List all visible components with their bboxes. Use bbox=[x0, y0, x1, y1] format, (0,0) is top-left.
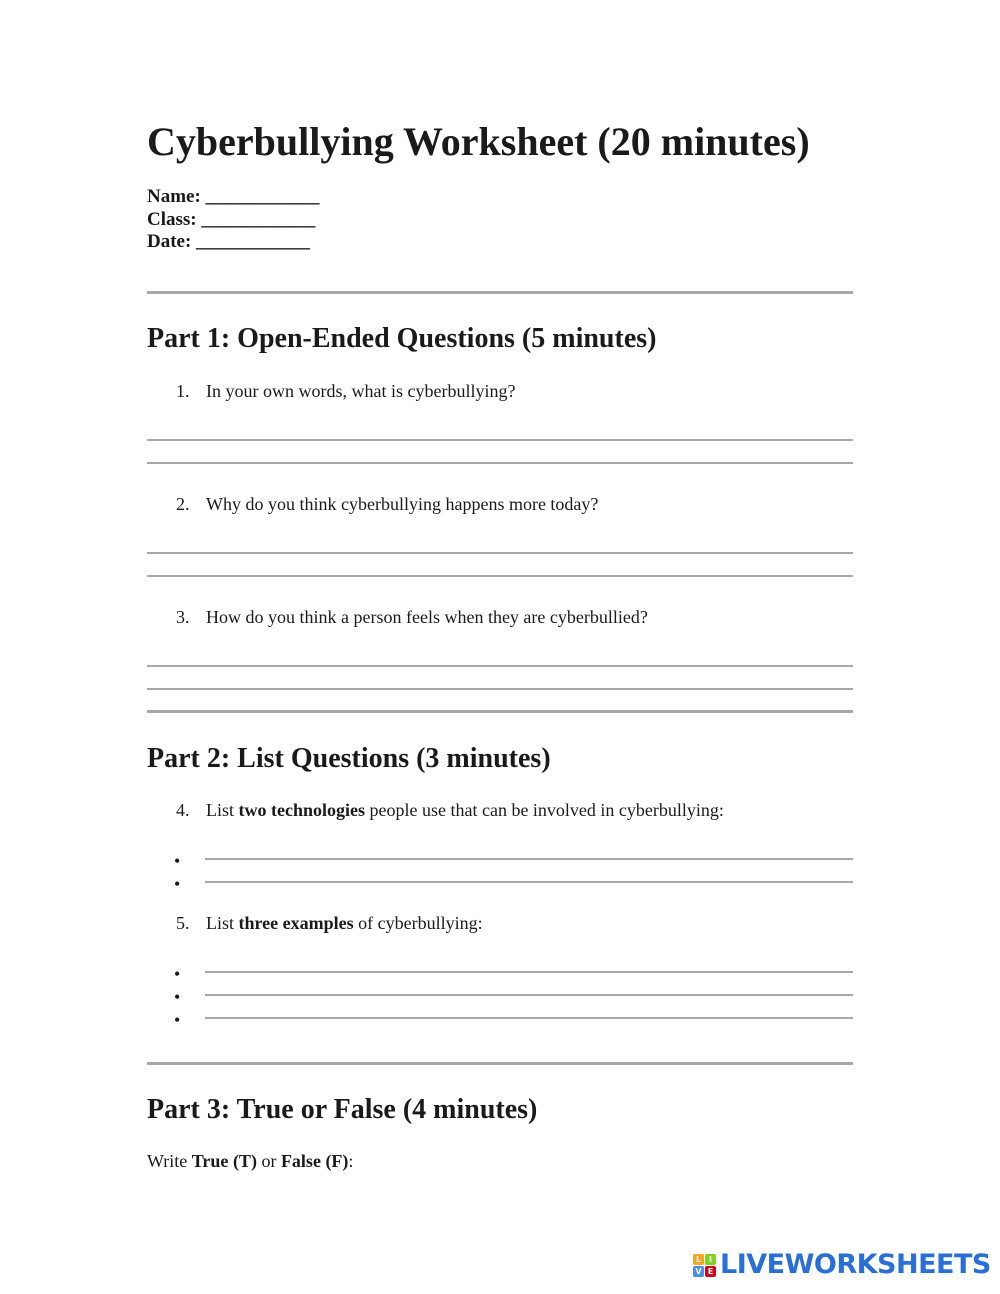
instr-true: True bbox=[191, 1151, 229, 1171]
divider bbox=[147, 710, 853, 713]
instr-f: (F) bbox=[320, 1151, 349, 1171]
question-number: 5. bbox=[176, 913, 190, 933]
answer-line[interactable] bbox=[205, 881, 853, 883]
question-number: 2. bbox=[176, 494, 190, 514]
logo-tile: L bbox=[693, 1254, 704, 1265]
question-number: 4. bbox=[176, 800, 190, 820]
logo-tile: E bbox=[705, 1266, 716, 1277]
instr-write: Write bbox=[147, 1151, 192, 1171]
question-number: 1. bbox=[176, 381, 190, 401]
date-field[interactable]: Date: ____________ bbox=[147, 231, 311, 252]
logo-tile: I bbox=[705, 1254, 716, 1265]
worksheet-title: Cyberbullying Worksheet (20 minutes) bbox=[147, 119, 810, 164]
bullet: • bbox=[174, 851, 181, 871]
q5-post: of cyberbullying: bbox=[353, 913, 483, 933]
liveworksheets-logo bbox=[693, 1250, 991, 1280]
q5-bold: three examples bbox=[238, 913, 354, 933]
divider bbox=[147, 1062, 853, 1065]
logo-mark-icon bbox=[693, 1254, 716, 1277]
q5-pre: List bbox=[206, 913, 239, 933]
logo-text: LIVEWORKSHEETS bbox=[720, 1249, 991, 1280]
answer-line[interactable] bbox=[205, 994, 853, 996]
instr-false: False bbox=[280, 1151, 321, 1171]
part1-heading: Part 1: Open-Ended Questions (5 minutes) bbox=[147, 323, 657, 354]
part3-instructions bbox=[147, 1150, 353, 1172]
bullet: • bbox=[174, 964, 181, 984]
answer-line[interactable] bbox=[147, 462, 853, 464]
question-5-text bbox=[206, 912, 483, 934]
instr-colon: : bbox=[348, 1151, 354, 1171]
name-field[interactable]: Name: ____________ bbox=[147, 186, 320, 207]
answer-line[interactable] bbox=[147, 688, 853, 690]
question-4-text bbox=[206, 799, 724, 821]
answer-line[interactable] bbox=[147, 575, 853, 577]
question-number: 3. bbox=[176, 607, 190, 627]
class-field[interactable]: Class: ____________ bbox=[147, 209, 316, 230]
instr-t: (T) bbox=[228, 1151, 257, 1171]
instr-or: or bbox=[256, 1151, 281, 1171]
answer-line[interactable] bbox=[205, 971, 853, 973]
divider bbox=[147, 291, 853, 294]
q4-post: people use that can be involved in cyberbullying: bbox=[365, 800, 724, 820]
answer-line[interactable] bbox=[147, 665, 853, 667]
bullet: • bbox=[174, 1010, 181, 1030]
logo-tile: V bbox=[693, 1266, 704, 1277]
question-2-text: Why do you think cyberbullying happens more today? bbox=[206, 494, 599, 514]
answer-line[interactable] bbox=[205, 1017, 853, 1019]
part2-heading: Part 2: List Questions (3 minutes) bbox=[147, 743, 551, 774]
bullet: • bbox=[174, 874, 181, 894]
answer-line[interactable] bbox=[205, 858, 853, 860]
question-1-text: In your own words, what is cyberbullying? bbox=[206, 381, 516, 401]
question-3-text: How do you think a person feels when they are cyberbullied? bbox=[206, 607, 648, 627]
q4-bold: two technologies bbox=[238, 800, 365, 820]
part3-heading: Part 3: True or False (4 minutes) bbox=[147, 1094, 538, 1125]
answer-line[interactable] bbox=[147, 439, 853, 441]
q4-pre: List bbox=[206, 800, 239, 820]
answer-line[interactable] bbox=[147, 552, 853, 554]
bullet: • bbox=[174, 987, 181, 1007]
